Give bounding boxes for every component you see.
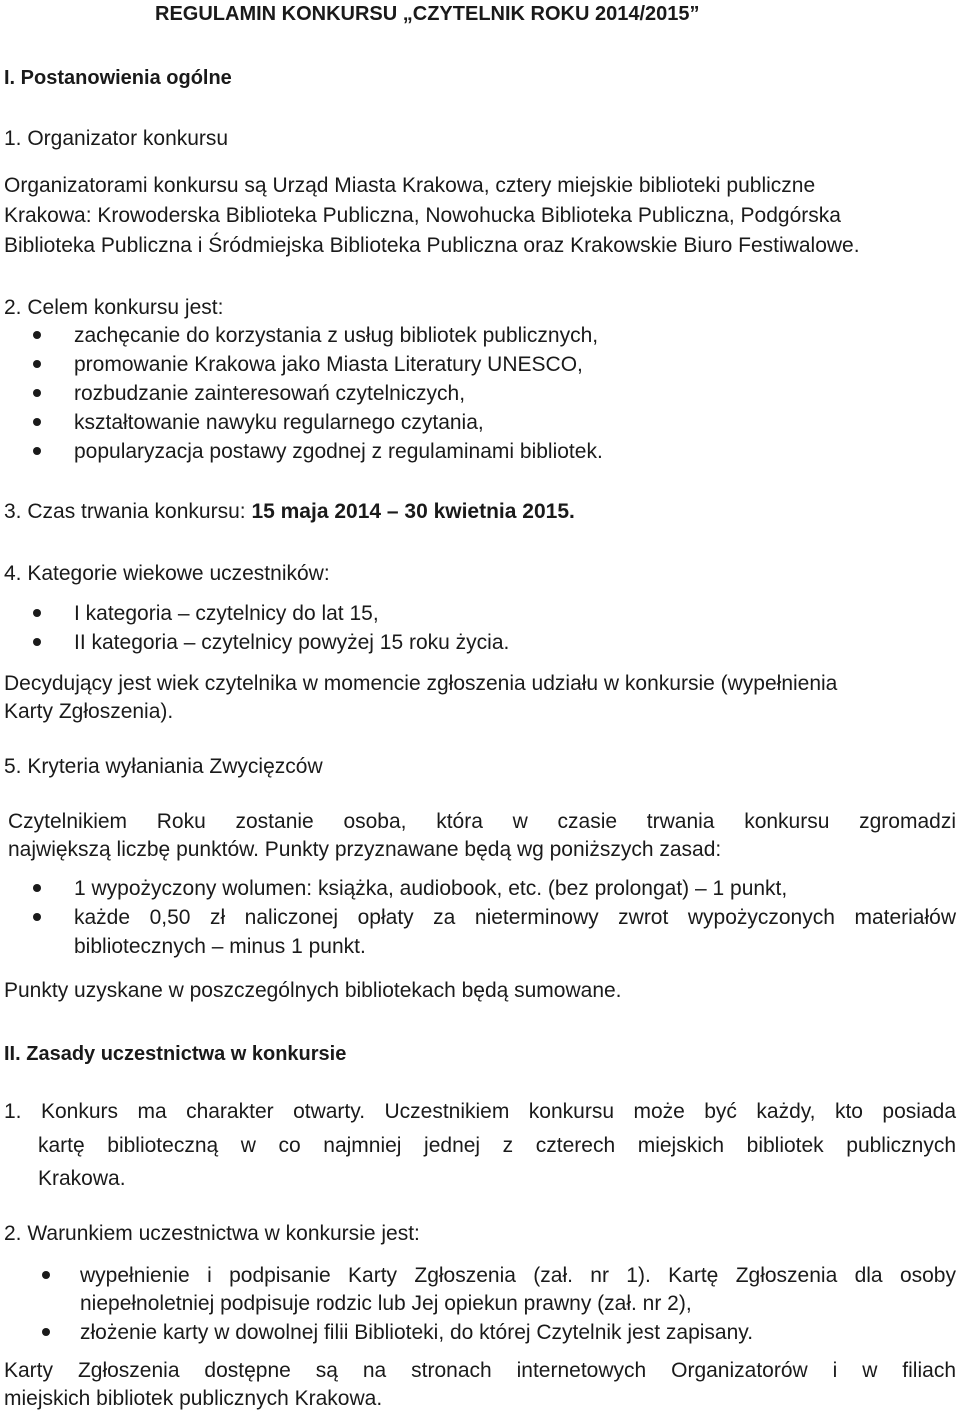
bullet-icon xyxy=(42,1271,50,1279)
age-note-line-2: Karty Zgłoszenia). xyxy=(4,700,174,723)
organizers-line-1: Organizatorami konkursu są Urząd Miasta Krakowa, cztery miejskie biblioteki publiczne xyxy=(4,174,816,197)
participation-heading: 2. Warunkiem uczestnictwa w konkursie jest: xyxy=(4,1222,420,1245)
open-contest-line-3: Krakowa. xyxy=(38,1167,126,1190)
duration-dates: 15 maja 2014 – 30 kwietnia 2015. xyxy=(251,500,575,523)
bullet-icon xyxy=(33,638,41,646)
scoring-item-continuation: bibliotecznych – minus 1 punkt. xyxy=(74,935,366,958)
criteria-line-2: największą liczbę punktów. Punkty przyznawane będą wg poniższych zasad: xyxy=(8,838,722,861)
criteria-line-1: Czytelnikiem Roku zostanie osoba, która w czasie trwania konkursu zgromadzi xyxy=(8,810,956,833)
forms-note-line-1: Karty Zgłoszenia dostępne są na stronach internetowych Organizatorów i w filiach xyxy=(4,1359,956,1382)
bullet-icon xyxy=(33,331,41,339)
bullet-icon xyxy=(33,913,41,921)
organizers-line-2: Krakowa: Krowoderska Biblioteka Publiczna, Nowohucka Biblioteka Publiczna, Podgórska xyxy=(4,204,841,227)
document-title: REGULAMIN KONKURSU „CZYTELNIK ROKU 2014/2015” xyxy=(155,3,700,25)
bullet-icon xyxy=(42,1328,50,1336)
age-category-item: I kategoria – czytelnicy do lat 15, xyxy=(74,602,379,625)
scoring-item: 1 wypożyczony wolumen: książka, audiobook, etc. (bez prolongat) – 1 punkt, xyxy=(74,877,788,900)
participation-item: wypełnienie i podpisanie Karty Zgłoszenia (zał. nr 1). Kartę Zgłoszenia dla osoby xyxy=(80,1264,956,1287)
organizers-line-3: Biblioteka Publiczna i Śródmiejska Biblioteka Publiczna oraz Krakowskie Biuro Festiwalowe. xyxy=(4,234,860,257)
age-category-item: II kategoria – czytelnicy powyżej 15 roku życia. xyxy=(74,631,510,654)
goal-item: popularyzacja postawy zgodnej z regulaminami bibliotek. xyxy=(74,440,603,463)
bullet-icon xyxy=(33,884,41,892)
open-contest-line-2: kartę biblioteczną w co najmniej jednej z czterech miejskich bibliotek publicznych xyxy=(38,1134,956,1157)
section-2-heading: II. Zasady uczestnictwa w konkursie xyxy=(4,1043,347,1065)
point-3-duration xyxy=(4,501,575,522)
goal-item: zachęcanie do korzystania z usług bibliotek publicznych, xyxy=(74,324,599,347)
participation-item: złożenie karty w dowolnej filii Biblioteki, do której Czytelnik jest zapisany. xyxy=(80,1321,754,1344)
duration-label: 3. Czas trwania konkursu: xyxy=(4,500,252,523)
bullet-icon xyxy=(33,389,41,397)
bullet-icon xyxy=(33,360,41,368)
bullet-icon xyxy=(33,609,41,617)
point-5-heading: 5. Kryteria wyłaniania Zwycięzców xyxy=(4,755,323,778)
goal-item: kształtowanie nawyku regularnego czytania, xyxy=(74,411,484,434)
forms-note-line-2: miejskich bibliotek publicznych Krakowa. xyxy=(4,1387,383,1410)
points-summary: Punkty uzyskane w poszczególnych bibliotekach będą sumowane. xyxy=(4,979,622,1002)
participation-item-continuation: niepełnoletniej podpisuje rodzic lub Jej opiekun prawny (zał. nr 2), xyxy=(80,1292,692,1315)
open-contest-line-1: 1. Konkurs ma charakter otwarty. Uczestnikiem konkursu może być każdy, kto posiada xyxy=(4,1100,956,1123)
scoring-item: każde 0,50 zł naliczonej opłaty za nieterminowy zwrot wypożyczonych materiałów xyxy=(74,906,956,929)
point-2-heading: 2. Celem konkursu jest: xyxy=(4,296,224,319)
goal-item: promowanie Krakowa jako Miasta Literatury UNESCO, xyxy=(74,353,583,376)
section-1-heading: I. Postanowienia ogólne xyxy=(4,67,232,89)
point-4-heading: 4. Kategorie wiekowe uczestników: xyxy=(4,562,330,585)
point-1-heading: 1. Organizator konkursu xyxy=(4,127,229,150)
age-note-line-1: Decydujący jest wiek czytelnika w momencie zgłoszenia udziału w konkursie (wypełnienia xyxy=(4,672,838,695)
goal-item: rozbudzanie zainteresowań czytelniczych, xyxy=(74,382,466,405)
bullet-icon xyxy=(33,418,41,426)
bullet-icon xyxy=(33,447,41,455)
